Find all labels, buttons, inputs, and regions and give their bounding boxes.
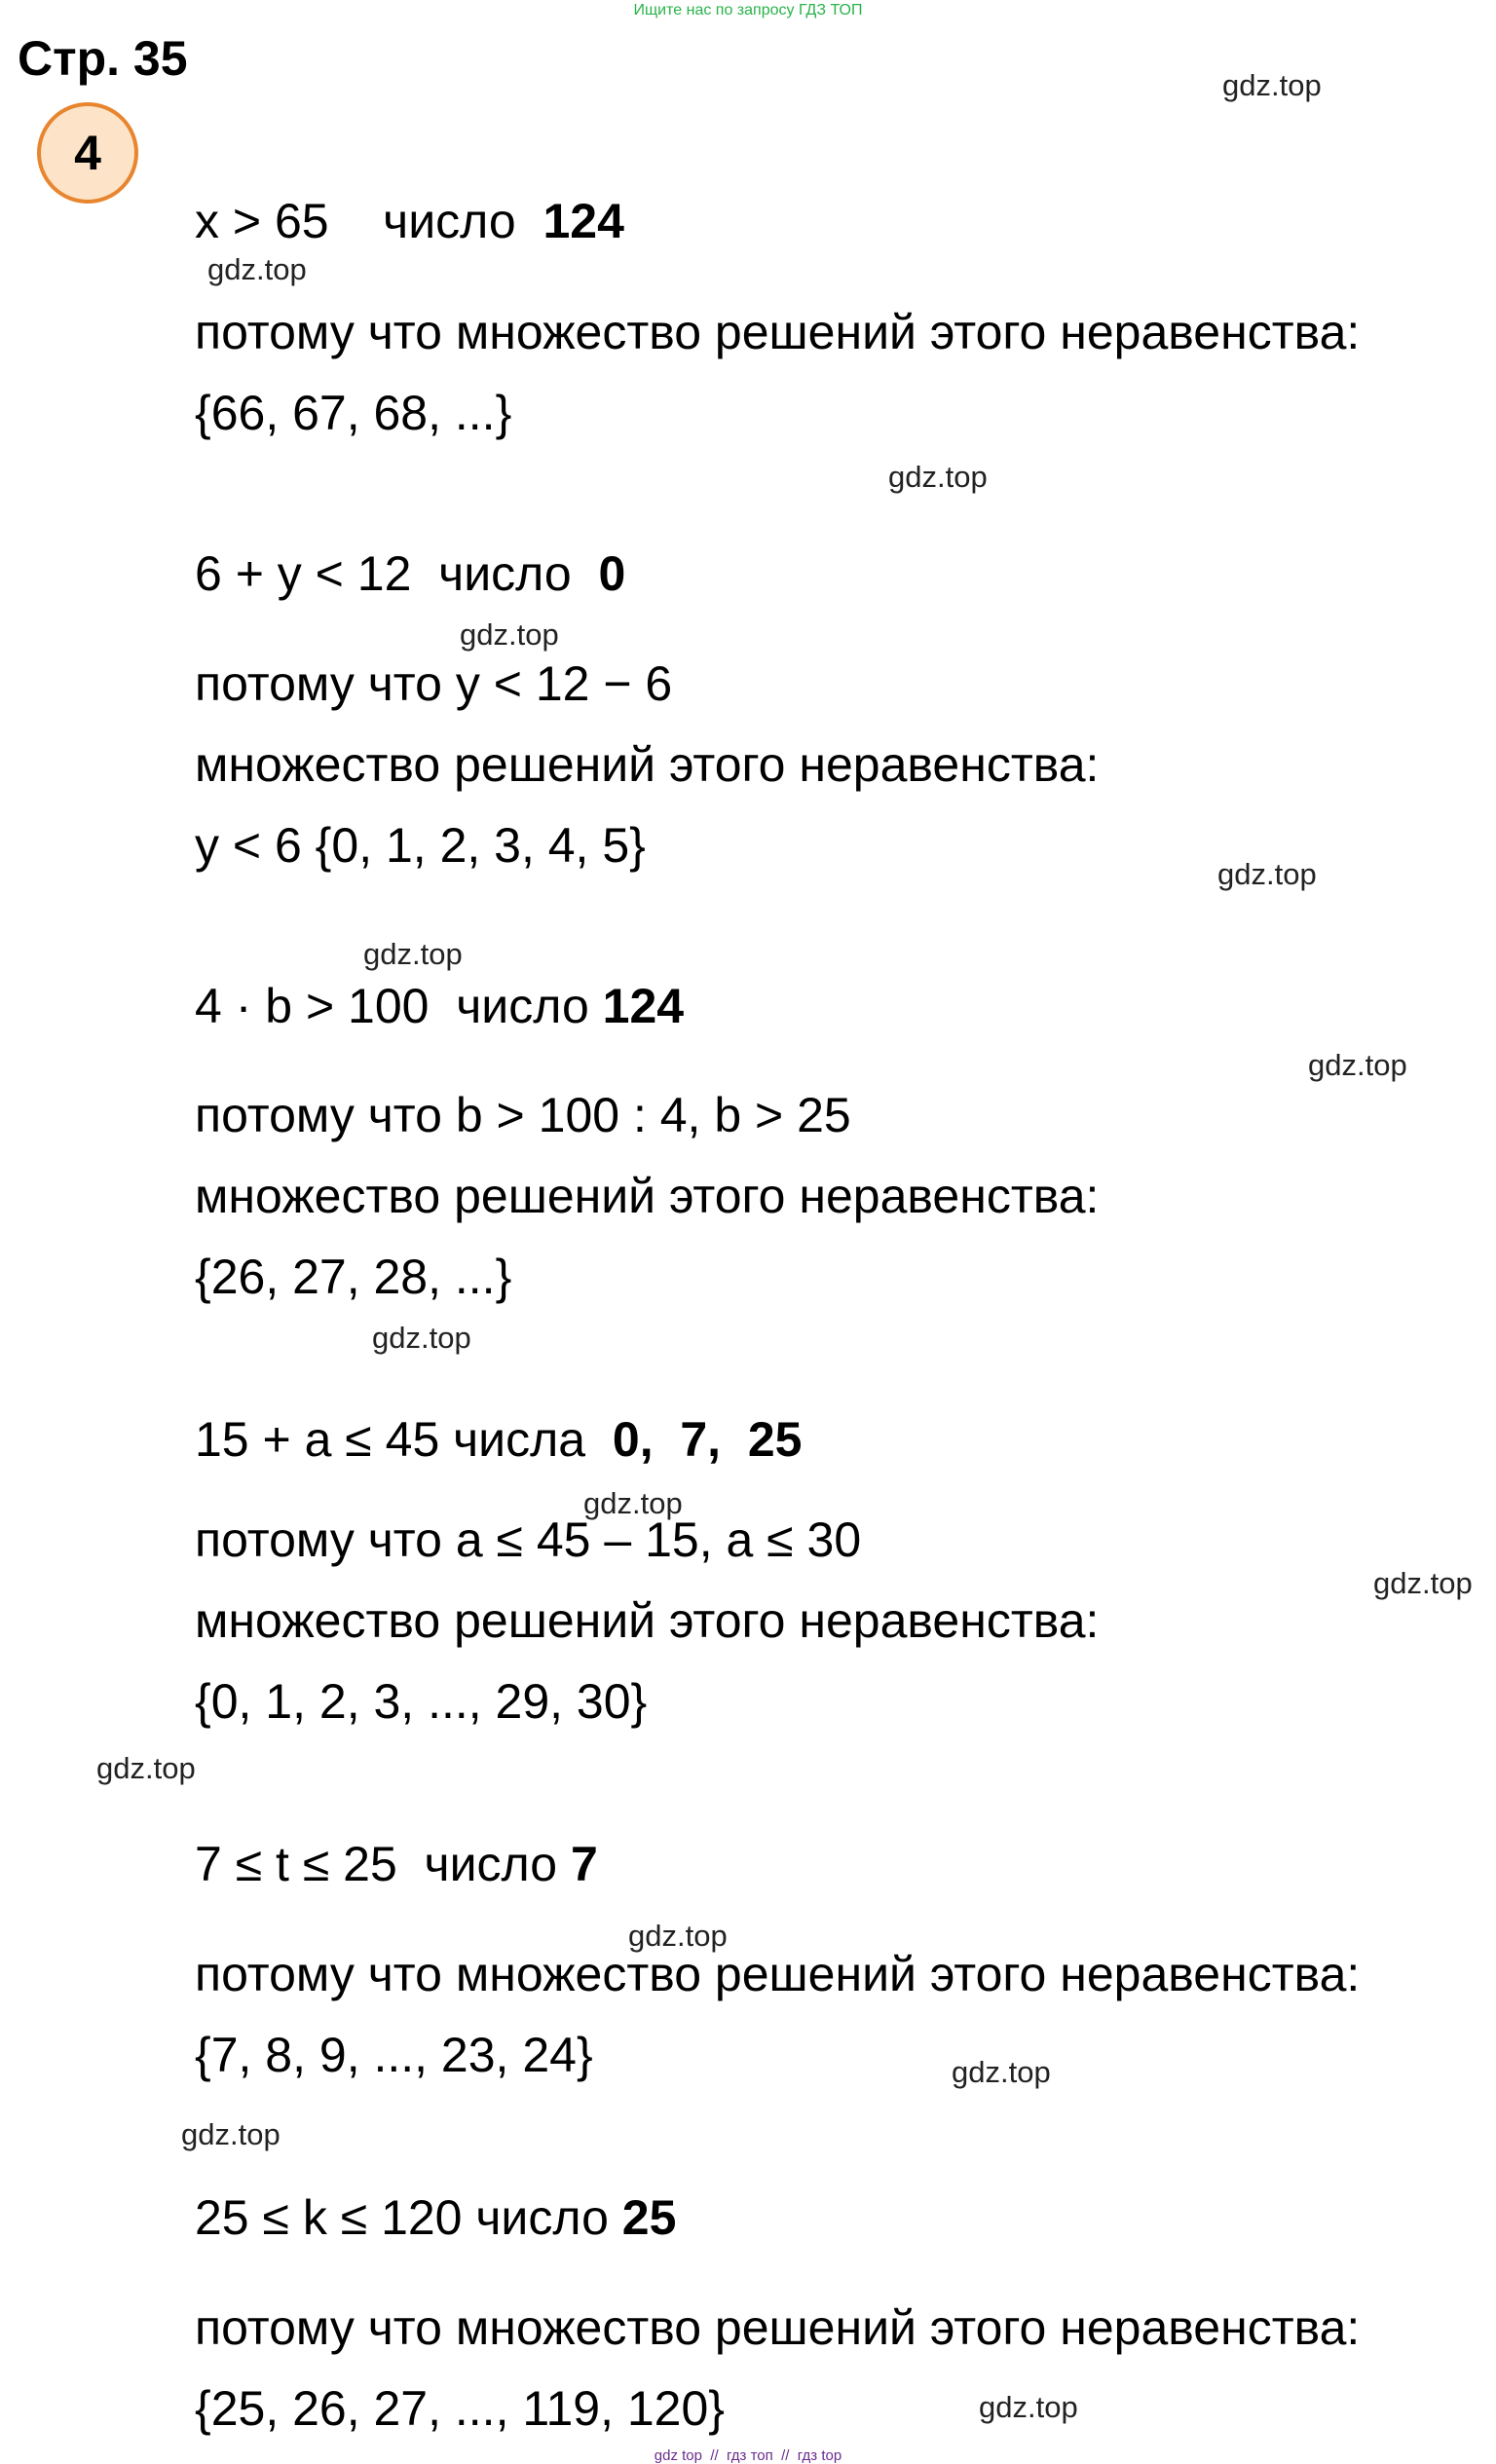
watermark: gdz.top [181,2117,280,2151]
block-5-condition: 7 ≤ t ≤ 25 число 7 [195,1837,598,1891]
block-4-line-3: {0, 1, 2, 3, ..., 29, 30} [195,1674,648,1729]
watermark: gdz.top [1222,68,1322,102]
footer: gdz top // гдз топ // гдз top [654,2447,842,2464]
block-6-answer: 25 [621,2190,677,2245]
block-3-line-2: множество решений этого неравенства: [195,1169,1100,1223]
block-1-answer: 124 [542,194,624,248]
block-2-line-3: y < 6 {0, 1, 2, 3, 4, 5} [195,818,646,873]
block-2-condition: 6 + y < 12 число 0 [195,546,626,601]
block-3-line-1: потому что b > 100 : 4, b > 25 [195,1088,851,1142]
block-6-line-2: {25, 26, 27, ..., 119, 120} [195,2381,725,2436]
watermark: gdz.top [583,1486,683,1520]
block-2-answer: 0 [598,546,626,601]
watermark: gdz.top [1217,857,1317,891]
block-4-line-1: потому что a ≤ 45 – 15, a ≤ 30 [195,1512,862,1567]
block-1-condition: x > 65 число 124 [195,194,624,248]
block-2-line-1: потому что y < 12 − 6 [195,656,673,711]
block-5-line-2: {7, 8, 9, ..., 23, 24} [195,2028,593,2082]
block-5-answer: 7 [570,1837,598,1891]
page-title: Стр. 35 [18,31,188,86]
watermark: gdz.top [363,937,463,971]
block-4-line-2: множество решений этого неравенства: [195,1593,1100,1648]
block-6-line-1: потому что множество решений этого неравенства: [195,2300,1361,2355]
watermark: gdz.top [979,2390,1078,2424]
block-3-answer: 124 [602,979,685,1033]
block-1-line-1: потому что множество решений этого неравенства: [195,305,1361,359]
block-4-answer: 0, 7, 25 [612,1412,803,1467]
watermark: gdz.top [1308,1048,1407,1082]
block-5-line-1: потому что множество решений этого неравенства: [195,1947,1361,2001]
watermark: gdz.top [96,1751,196,1785]
watermark: gdz.top [628,1919,728,1953]
block-3-line-3: {26, 27, 28, ...} [195,1250,512,1304]
task-number-badge [37,102,138,204]
top-banner: Ищите нас по запросу ГДЗ ТОП [633,2,863,19]
block-4-condition: 15 + a ≤ 45 числа 0, 7, 25 [195,1412,803,1467]
block-6-condition: 25 ≤ k ≤ 120 число 25 [195,2190,677,2245]
watermark: gdz.top [207,252,307,286]
block-1-line-2: {66, 67, 68, ...} [195,386,512,440]
watermark: gdz.top [460,617,559,652]
block-2-line-2: множество решений этого неравенства: [195,737,1100,792]
task-number: 4 [74,126,101,180]
watermark: gdz.top [1373,1566,1473,1600]
watermark: gdz.top [888,460,988,494]
block-3-condition: 4 · b > 100 число 124 [195,979,685,1033]
watermark: gdz.top [372,1321,471,1355]
watermark: gdz.top [952,2055,1051,2089]
